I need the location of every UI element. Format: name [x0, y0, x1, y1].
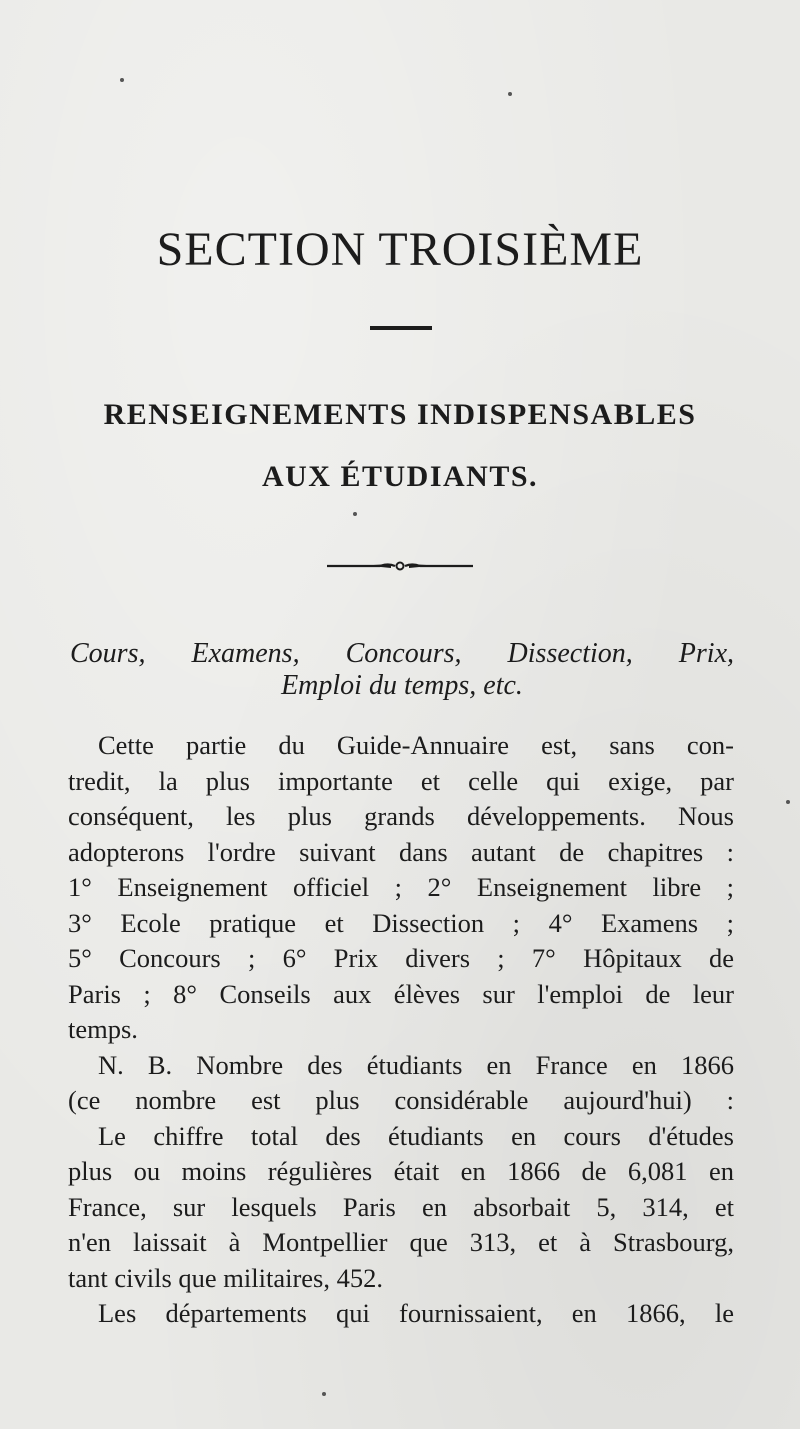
paper-speck	[120, 78, 124, 82]
paper-speck	[786, 800, 790, 804]
body-line: 1° Enseignement officiel ; 2° Enseignement libre ;	[68, 872, 734, 902]
body-text	[68, 728, 734, 1332]
body-line: plus ou moins régulières était en 1866 de 6,081 en	[68, 1156, 734, 1186]
topics-line-1: Cours, Examens, Concours, Dissection, Prix,	[70, 638, 734, 669]
body-line: conséquent, les plus grands développements. Nous	[68, 801, 734, 831]
body-line: (ce nombre est plus considérable aujourd'hui) :	[68, 1085, 734, 1115]
body-line: n'en laissait à Montpellier que 313, et à Strasbourg,	[68, 1227, 734, 1257]
body-line: Les départements qui fournissaient, en 1866, le	[98, 1298, 734, 1328]
topics-line-2: Emploi du temps, etc.	[281, 670, 523, 701]
body-line: France, sur lesquels Paris en absorbait 5, 314, et	[68, 1191, 734, 1222]
body-line: tant civils que militaires, 452.	[68, 1262, 383, 1293]
section-title: SECTION TROISIÈME	[156, 223, 644, 276]
subtitle-line-1: RENSEIGNEMENTS INDISPENSABLES	[103, 398, 697, 431]
ornament-divider	[325, 556, 475, 576]
subtitle-line-2: AUX ÉTUDIANTS.	[261, 460, 539, 493]
body-line: tredit, la plus importante et celle qui exige, par	[68, 765, 734, 796]
body-line: temps.	[68, 1014, 138, 1044]
body-line: 3° Ecole pratique et Dissection ; 4° Examens ;	[68, 907, 734, 938]
body-line: adopterons l'ordre suivant dans autant de chapitres :	[68, 836, 734, 867]
title-rule	[370, 326, 432, 330]
body-line: Paris ; 8° Conseils aux élèves sur l'emploi de leur	[68, 978, 734, 1009]
paper-speck	[508, 92, 512, 96]
body-line: Cette partie du Guide-Annuaire est, sans con-	[98, 730, 734, 760]
paper-speck	[353, 512, 357, 516]
body-line: Le chiffre total des étudiants en cours d'études	[98, 1120, 734, 1151]
paper-speck	[322, 1392, 326, 1396]
body-line: 5° Concours ; 6° Prix divers ; 7° Hôpitaux de	[68, 943, 734, 973]
body-line: N. B. Nombre des étudiants en France en 1866	[98, 1049, 734, 1080]
